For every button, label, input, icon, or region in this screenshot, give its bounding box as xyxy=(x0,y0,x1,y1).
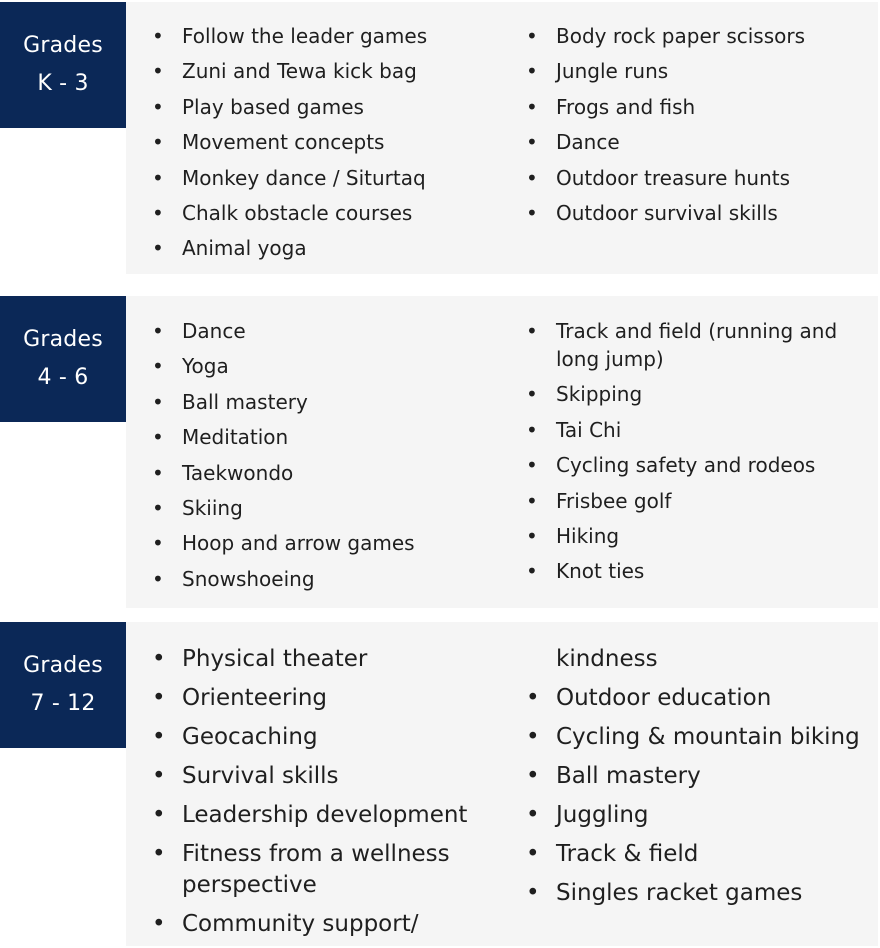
list-item: • Tai Chi xyxy=(526,417,622,442)
list-item: • Community support/ xyxy=(182,909,498,940)
list-item: • Dance xyxy=(152,319,246,343)
bullet-icon: • xyxy=(152,319,164,343)
bullet-icon: • xyxy=(526,319,538,343)
activity-panel xyxy=(126,2,878,274)
list-item: • Zuni and Tewa kick bag xyxy=(152,59,417,84)
list-item: • Fitness from a wellness perspective xyxy=(152,841,450,898)
bullet-icon: • xyxy=(152,165,164,190)
list-item: • Animal yoga xyxy=(152,236,307,261)
grade-label-line2: 4 - 6 xyxy=(37,365,89,390)
bullet-icon: • xyxy=(152,59,164,84)
section-grades-k-3 xyxy=(0,2,880,274)
list-item: • Leadership development xyxy=(182,800,498,831)
list-item: • Cycling & mountain biking xyxy=(556,722,874,753)
list-item: • Taekwondo xyxy=(152,460,294,485)
grade-label-line1: Grades xyxy=(23,33,103,58)
activity-list-right xyxy=(526,317,874,593)
activity-list-right xyxy=(526,22,874,234)
list-item: • Chalk obstacle courses xyxy=(152,200,413,225)
bullet-icon: • xyxy=(152,724,166,750)
bullet-icon: • xyxy=(152,685,166,711)
bullet-icon: • xyxy=(152,495,164,520)
list-item: • Outdoor survival skills xyxy=(526,200,778,225)
list-item: • Outdoor education xyxy=(556,683,874,714)
bullet-icon: • xyxy=(526,523,538,548)
bullet-icon: • xyxy=(526,841,540,867)
list-item: • Monkey dance / Siturtaq xyxy=(152,165,426,190)
list-item: • Orienteering xyxy=(182,683,498,714)
bullet-icon: • xyxy=(526,488,538,513)
list-item-continuation: kindness xyxy=(556,646,658,672)
bullet-icon: • xyxy=(152,802,166,828)
list-item: • Singles racket games xyxy=(556,878,874,909)
list-item: • Play based games xyxy=(152,94,364,119)
bullet-icon: • xyxy=(152,566,164,591)
bullet-icon: • xyxy=(152,200,164,225)
activity-list-left xyxy=(152,317,498,600)
bullet-icon: • xyxy=(526,382,538,407)
grade-label-line1: Grades xyxy=(23,653,103,678)
list-item: • Movement concepts xyxy=(152,130,385,155)
list-item: • Dance xyxy=(526,130,620,155)
list-item: • Follow the leader games xyxy=(152,24,428,48)
bullet-icon: • xyxy=(526,453,538,478)
section-grades-7-12 xyxy=(0,622,880,946)
bullet-icon: • xyxy=(526,165,538,190)
bullet-icon: • xyxy=(152,389,164,414)
bullet-icon: • xyxy=(152,236,164,261)
list-item: • Knot ties xyxy=(526,559,645,584)
list-item: • Ball mastery xyxy=(556,761,874,792)
grade-label-line2: K - 3 xyxy=(37,71,89,96)
bullet-icon: • xyxy=(526,130,538,155)
list-item: • Physical theater xyxy=(182,644,498,675)
bullet-icon: • xyxy=(526,880,540,906)
list-item: • Geocaching xyxy=(182,722,498,753)
bullet-icon: • xyxy=(152,94,164,119)
activity-list-right xyxy=(526,644,874,917)
section-grades-4-6 xyxy=(0,296,880,608)
list-item: • Juggling xyxy=(556,800,874,831)
bullet-icon: • xyxy=(152,531,164,556)
bullet-icon: • xyxy=(526,417,538,442)
bullet-icon: • xyxy=(152,425,164,450)
grade-label-box xyxy=(0,296,126,422)
bullet-icon: • xyxy=(152,841,166,867)
activity-list-left xyxy=(152,22,498,270)
list-item: • Frisbee golf xyxy=(526,488,672,513)
list-item: • Hiking xyxy=(526,523,620,548)
list-item: • Snowshoeing xyxy=(152,566,315,591)
list-item: • Body rock paper scissors xyxy=(526,24,806,48)
list-item: • Outdoor treasure hunts xyxy=(526,165,791,190)
grade-label-line2: 7 - 12 xyxy=(30,691,96,716)
list-item: • Skipping xyxy=(526,382,643,407)
list-item: • Meditation xyxy=(152,425,289,450)
bullet-icon: • xyxy=(526,724,540,750)
bullet-icon: • xyxy=(152,24,164,48)
list-item: • Cycling safety and rodeos xyxy=(526,453,816,478)
bullet-icon: • xyxy=(152,911,166,937)
list-item: • Jungle runs xyxy=(526,59,669,84)
bullet-icon: • xyxy=(526,24,538,48)
activity-list-left xyxy=(152,644,498,948)
bullet-icon: • xyxy=(526,763,540,789)
list-item: • Track & field xyxy=(556,839,874,870)
bullet-icon: • xyxy=(526,685,540,711)
list-item: • Yoga xyxy=(152,354,229,379)
bullet-icon: • xyxy=(152,646,166,672)
grade-label-box xyxy=(0,622,126,748)
list-item: • Ball mastery xyxy=(152,389,308,414)
bullet-icon: • xyxy=(526,94,538,119)
bullet-icon: • xyxy=(526,559,538,584)
activity-panel xyxy=(126,296,878,608)
activity-panel xyxy=(126,622,878,946)
bullet-icon: • xyxy=(152,460,164,485)
list-item: • Track and field (running and long jump) xyxy=(526,319,838,371)
bullet-icon: • xyxy=(526,200,538,225)
grade-label-line1: Grades xyxy=(23,327,103,352)
list-item: • Survival skills xyxy=(182,761,498,792)
bullet-icon: • xyxy=(152,130,164,155)
bullet-icon: • xyxy=(152,763,166,789)
grade-label-box xyxy=(0,2,126,128)
bullet-icon: • xyxy=(526,802,540,828)
list-item: • Skiing xyxy=(152,495,243,520)
list-item: • Hoop and arrow games xyxy=(152,531,415,556)
bullet-icon: • xyxy=(526,59,538,84)
bullet-icon: • xyxy=(152,354,164,379)
list-item: • Frogs and fish xyxy=(526,94,696,119)
